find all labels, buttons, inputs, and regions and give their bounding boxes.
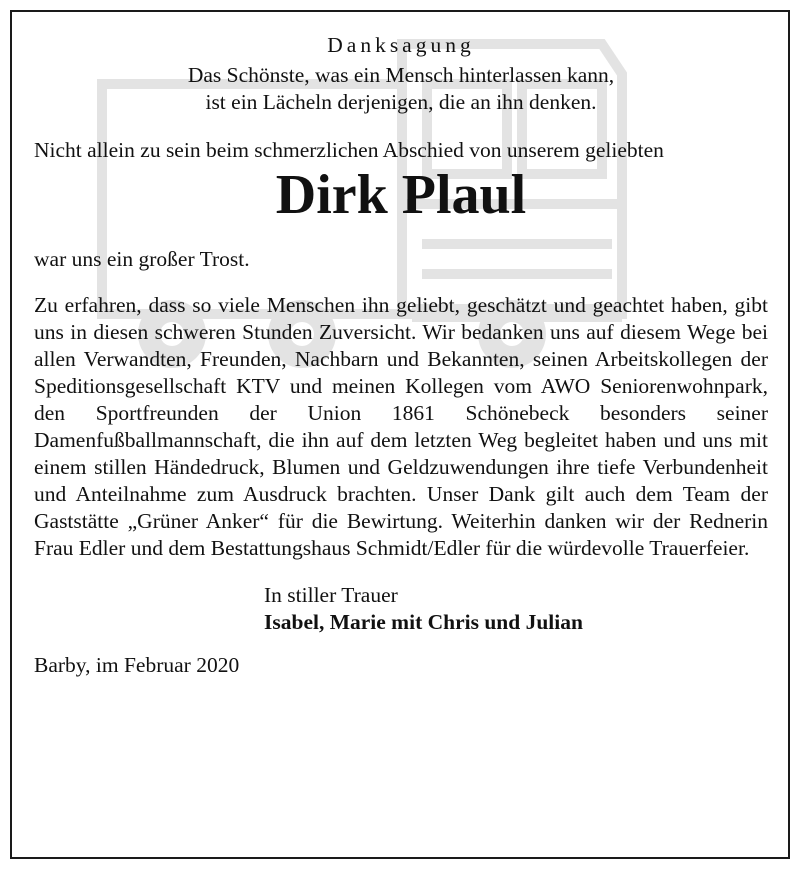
place-date: Barby, im Februar 2020 xyxy=(34,653,240,677)
signature-block xyxy=(264,582,768,636)
heading: Danksagung xyxy=(327,33,475,57)
notice-content xyxy=(34,32,768,679)
notice-frame xyxy=(10,10,790,859)
motto-line-2: ist ein Lächeln derjenigen, die an ihn denken. xyxy=(205,90,597,114)
signature-phrase: In stiller Trauer xyxy=(264,583,398,607)
deceased-name: Dirk Plaul xyxy=(275,164,527,226)
motto-line-1: Das Schönste, was ein Mensch hinterlassen kann, xyxy=(187,63,615,87)
intro-text: Nicht allein zu sein beim schmerzlichen Abschied von unserem geliebten xyxy=(34,138,664,162)
body-text: Zu erfahren, dass so viele Menschen ihn geliebt, geschätzt und geachtet haben, gibt uns in diesen schweren Stunden Zuversicht. Wir bedanken uns auf diesem Wege bei allen Verwandten, Freunden, Nachbarn und Bekannten, seinen Arbeitskollegen der Speditionsgesellschaft KTV und meinen Kollegen vom AWO Seniorenwohnpark, den Sportfreunden der Union 1861 Schönebeck besonders seiner Damenfußballmannschaft, die ihn auf dem letzten Weg begleitet haben und uns mit einem stillen Händedruck, Blumen und Geldzuwendungen ihre tiefe Verbundenheit und Anteilnahme zum Ausdruck brachten. Unser Dank gilt auch dem Team der Gaststätte „Grüner Anker“ für die Bewirtung. Weiterhin danken wir der Rednerin Frau Edler und dem Bestattungshaus Schmidt/Edler für die würdevolle Trauerfeier. xyxy=(34,293,768,560)
signature-names: Isabel, Marie mit Chris und Julian xyxy=(264,610,583,634)
trost-text: war uns ein großer Trost. xyxy=(34,247,250,271)
